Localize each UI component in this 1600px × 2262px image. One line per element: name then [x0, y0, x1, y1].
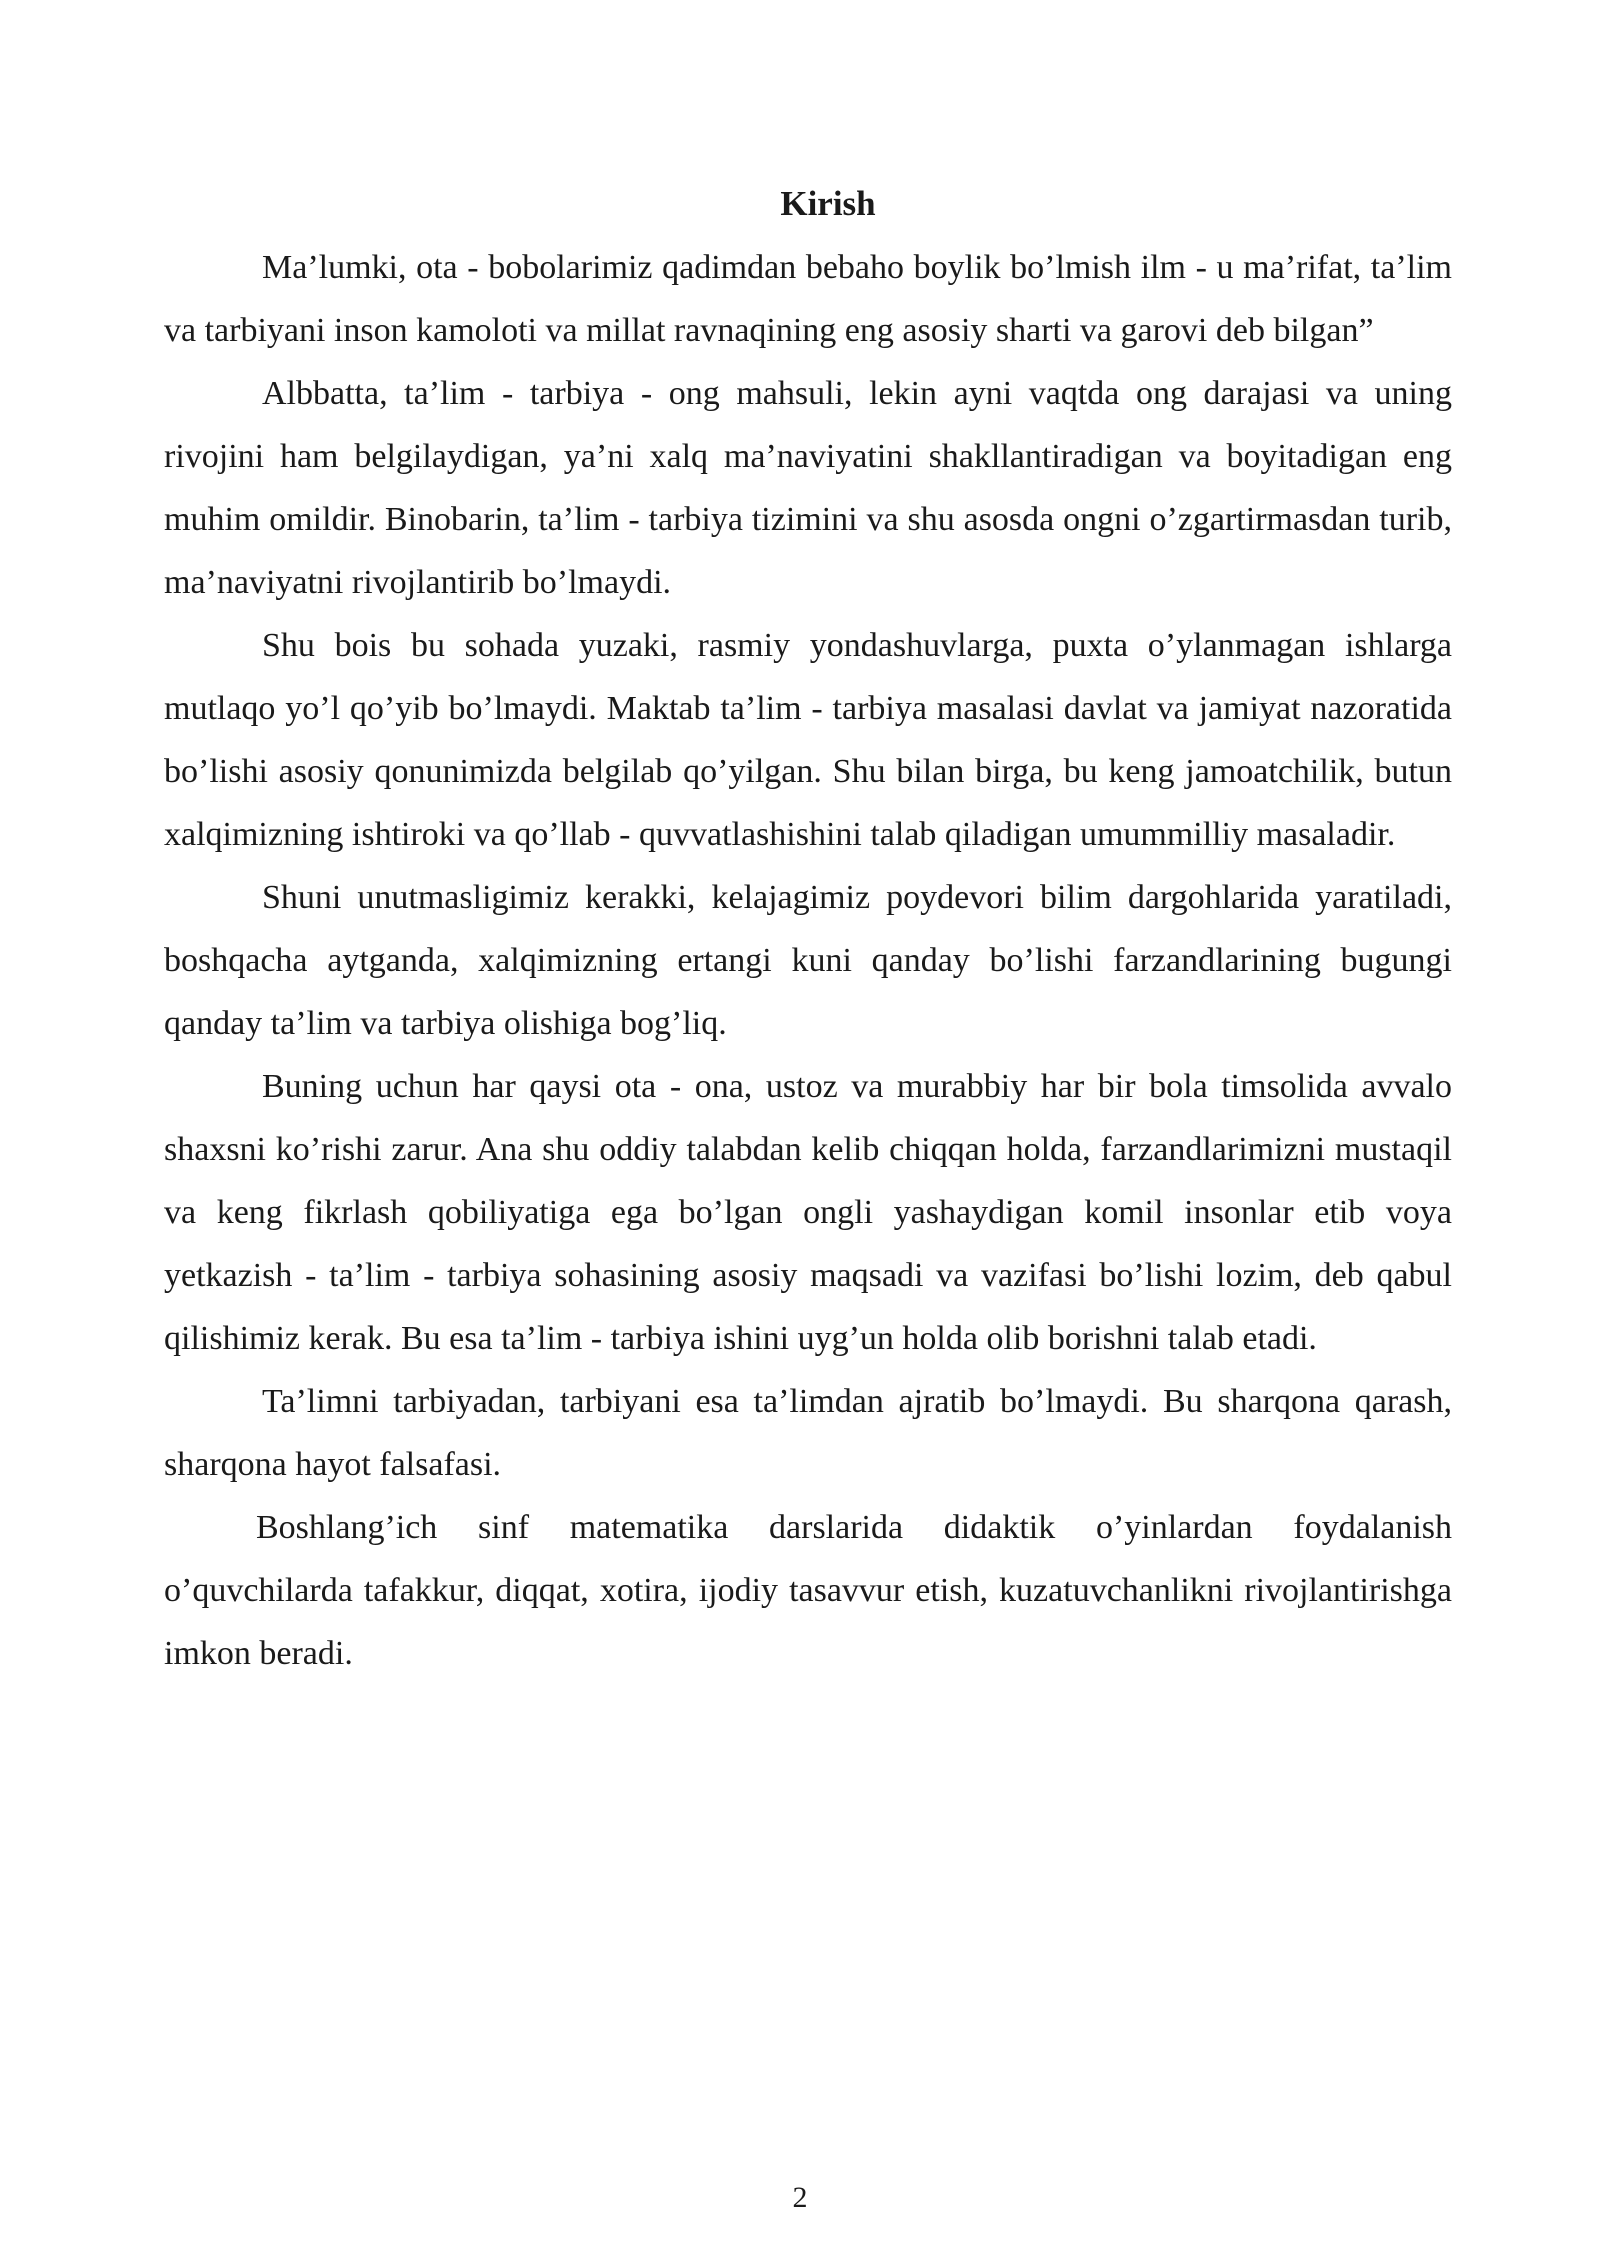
paragraph-4: Shuni unutmasligimiz kerakki, kelajagimiz poydevori bilim dargohlarida yaratiladi, boshqacha aytganda, xalqimizning ertangi kuni qanday bo’lishi farzandlarining bugungi qanday ta’lim va tarbiya olishiga bog’liq. [164, 879, 1452, 1042]
section-title: Kirish [780, 184, 876, 223]
paragraph-5: Buning uchun har qaysi ota - ona, ustoz va murabbiy har bir bola timsolida avvalo shaxsni ko’rishi zarur. Ana shu oddiy talabdan kelib chiqqan holda, farzandlarimizni mustaqil va keng fikrlash qobiliyatiga ega bo’lgan ongli yashaydigan komil insonlar etib voya yetkazish - ta’lim - tarbiya sohasining asosiy maqsadi va vazifasi bo’lishi lozim, deb qabul qilishimiz kerak. Bu esa ta’lim - tarbiya ishini uyg’un holda olib borishni talab etadi. [164, 1068, 1452, 1357]
paragraph-7: Boshlang’ich sinf matematika darslarida didaktik o’yinlardan foydalanish o’quvchilarda tafakkur, diqqat, xotira, ijodiy tasavvur etish, kuzatuvchanlikni rivojlantirishga imkon beradi. [164, 1509, 1452, 1672]
page-number: 2 [792, 2181, 808, 2214]
paragraph-1: Ma’lumki, ota - bobolarimiz qadimdan bebaho boylik bo’lmish ilm - u ma’rifat, ta’lim va tarbiyani inson kamoloti va millat ravnaqining eng asosiy sharti va garovi deb bilgan” [164, 249, 1452, 349]
paragraph-6: Ta’limni tarbiyadan, tarbiyani esa ta’limdan ajratib bo’lmaydi. Bu sharqona qarash, sharqona hayot falsafasi. [164, 1383, 1452, 1483]
paragraph-3: Shu bois bu sohada yuzaki, rasmiy yondashuvlarga, puxta o’ylanmagan ishlarga mutlaqo yo’l qo’yib bo’lmaydi. Maktab ta’lim - tarbiya masalasi davlat va jamiyat nazoratida bo’lishi asosiy qonunimizda belgilab qo’yilgan. Shu bilan birga, bu keng jamoatchilik, butun xalqimizning ishtiroki va qo’llab - quvvatlashishini talab qiladigan umummilliy masaladir. [164, 627, 1452, 853]
paragraph-2: Albbatta, ta’lim - tarbiya - ong mahsuli, lekin ayni vaqtda ong darajasi va uning rivojini ham belgilaydigan, ya’ni xalq ma’naviyatini shakllantiradigan va boyitadigan eng muhim omildir. Binobarin, ta’lim - tarbiya tizimini va shu asosda ongni o’zgartirmasdan turib, ma’naviyatni rivojlantirib bo’lmaydi. [164, 375, 1452, 601]
document-body [164, 176, 1452, 1685]
